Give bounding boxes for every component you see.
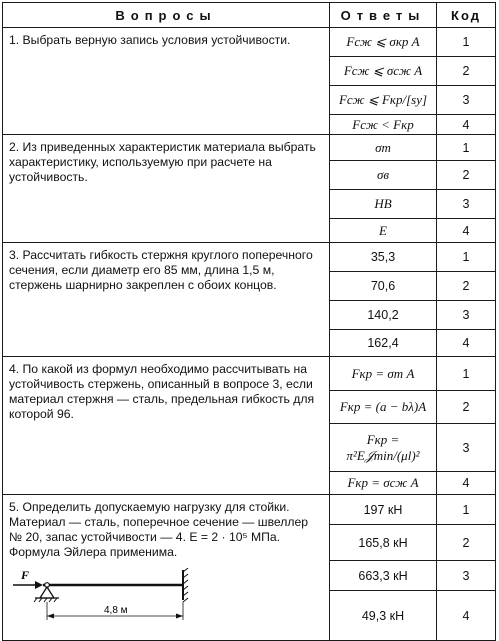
q5-answer-1: 197 кН: [330, 495, 437, 525]
q2-code-3: 3: [437, 190, 496, 219]
q4-code-3: 3: [437, 424, 496, 472]
q3-code-1: 1: [437, 243, 496, 272]
q4-code-4: 4: [437, 472, 496, 495]
question-2-text: 2. Из приведенных характеристик материала выбрать характеристику, используемую при расчете на устойчивость.: [9, 140, 316, 184]
q4-answer-4: Fкр = σсж A: [330, 472, 437, 495]
question-2-cell: [3, 135, 330, 243]
question-5-text: 5. Определить допускаемую нагрузку для стойки. Материал — сталь, поперечное сечение — швеллер № 20, запас устойчивости — 4. E = 2 · 10⁵ МПа. Формула Эйлера применима.: [9, 500, 309, 559]
q1-code-2: 2: [437, 57, 496, 86]
question-3-text: 3. Рассчитать гибкость стержня круглого поперечного сечения, если диаметр его 85 мм, длина 1,5 м, стержень шарнирно закреплен с обоих концов.: [9, 248, 313, 292]
question-1-cell: [3, 28, 330, 135]
q4-answer-2: Fкр = (a − bλ)A: [330, 391, 437, 424]
dimension-arrow-left: [47, 614, 54, 619]
header-row: [3, 3, 496, 28]
q1-answer-3: Fсж ⩽ Fкр/[sy]: [330, 86, 437, 115]
q1-answer-2: Fсж ⩽ σсж A: [330, 57, 437, 86]
q2-code-4: 4: [437, 219, 496, 243]
q2-answer-2: σв: [330, 161, 437, 190]
test-page: [2, 2, 495, 630]
q4-code-2: 2: [437, 391, 496, 424]
q5-row-1: [3, 495, 496, 525]
q3-answer-1: 35,3: [330, 243, 437, 272]
q3-code-3: 3: [437, 301, 496, 330]
dimension-arrow-right: [176, 614, 183, 619]
q1-answer-4: Fсж < Fкр: [330, 115, 437, 135]
q3-answer-3: 140,2: [330, 301, 437, 330]
test-table: [2, 2, 496, 641]
q1-row-1: [3, 28, 496, 57]
q4-row-1: [3, 357, 496, 391]
length-label: 4,8 м: [104, 605, 128, 616]
force-arrowhead: [35, 581, 43, 589]
q2-row-1: [3, 135, 496, 161]
q2-answer-4: E: [330, 219, 437, 243]
answers-header: Ответы: [330, 3, 437, 28]
q4-answer-1: Fкр = σт A: [330, 357, 437, 391]
code-header: Код: [437, 3, 496, 28]
q3-row-1: [3, 243, 496, 272]
q1-answer-1: Fсж ⩽ σкр A: [330, 28, 437, 57]
pin-support: [40, 587, 54, 598]
force-label: F: [21, 568, 30, 582]
q1-code-4: 4: [437, 115, 496, 135]
question-4-text: 4. По какой из формул необходимо рассчитывать на устойчивость стержень, описанный в вопросе 3, если материал стержня — сталь, предельная гибкость для которой 96.: [9, 362, 315, 421]
q4-code-1: 1: [437, 357, 496, 391]
column-sketch: [7, 568, 207, 624]
q5-code-1: 1: [437, 495, 496, 525]
q3-code-2: 2: [437, 272, 496, 301]
q2-code-2: 2: [437, 161, 496, 190]
question-4-cell: [3, 357, 330, 495]
questions-header: Вопросы: [3, 3, 330, 28]
q1-code-1: 1: [437, 28, 496, 57]
q3-answer-2: 70,6: [330, 272, 437, 301]
q5-code-3: 3: [437, 561, 496, 591]
q3-code-4: 4: [437, 330, 496, 357]
q5-answer-2: 165,8 кН: [330, 525, 437, 561]
q1-code-3: 3: [437, 86, 496, 115]
question-3-cell: [3, 243, 330, 357]
q5-answer-4: 49,3 кН: [330, 591, 437, 641]
q5-code-4: 4: [437, 591, 496, 641]
q5-answer-3: 663,3 кН: [330, 561, 437, 591]
q2-code-1: 1: [437, 135, 496, 161]
question-1-text: 1. Выбрать верную запись условия устойчивости.: [9, 33, 291, 47]
question-5-cell: [3, 495, 330, 641]
q4-answer-3: Fкр = π²E𝒥min/(μl)²: [330, 424, 437, 472]
q2-answer-3: HB: [330, 190, 437, 219]
q5-code-2: 2: [437, 525, 496, 561]
q2-answer-1: σт: [330, 135, 437, 161]
q3-answer-4: 162,4: [330, 330, 437, 357]
